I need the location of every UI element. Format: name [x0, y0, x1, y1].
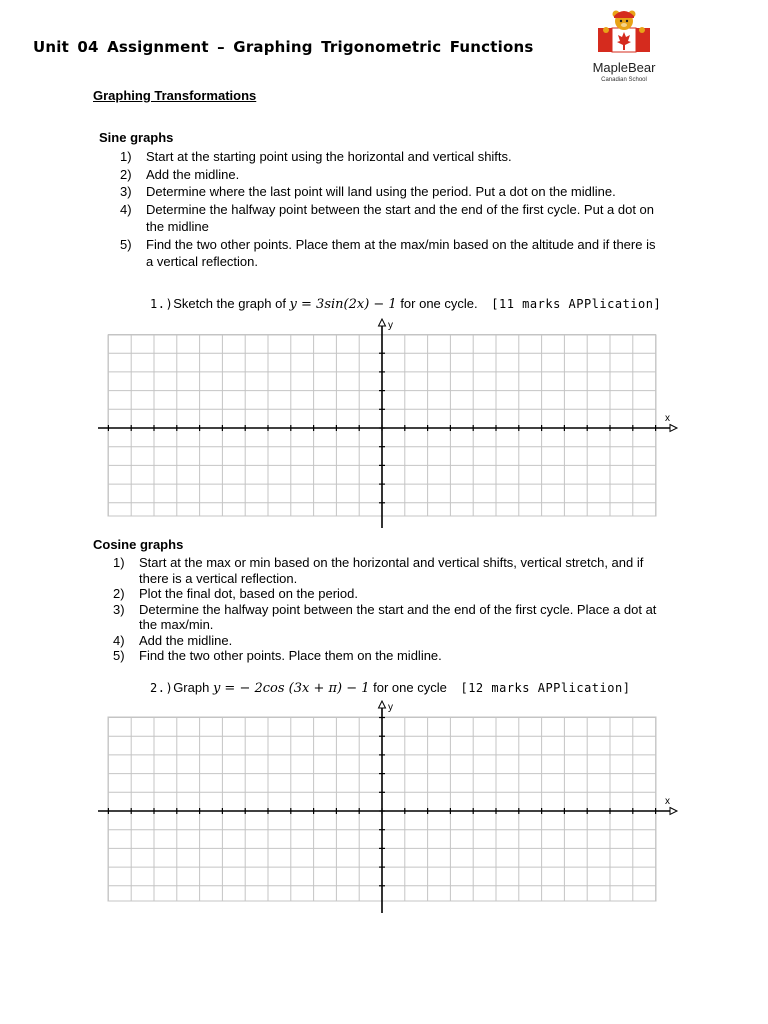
y-axis-label: y — [388, 702, 393, 713]
x-axis-arrow — [670, 808, 677, 815]
sine-steps — [120, 148, 665, 271]
list-item: 2) Plot the final dot, based on the period. — [113, 586, 358, 601]
question-number: 2.) — [150, 681, 174, 695]
x-axis-label: x — [665, 413, 670, 424]
marks-annotation: [12 marks APPlication] — [460, 681, 631, 695]
list-item: 2) Add the midline. — [120, 166, 240, 182]
marks-annotation: [11 marks APPlication] — [491, 297, 662, 311]
list-item: 4) Determine the halfway point between the start and the end of the first cycle. Put a dot on the midline — [120, 201, 655, 234]
page-title: Unit 04 Assignment – Graphing Trigonometric Functions — [33, 38, 534, 56]
sine-heading: Sine graphs — [99, 130, 174, 145]
list-item: 5) Find the two other points. Place them at the max/min based on the altitude and if there is a vertical reflection. — [120, 236, 656, 269]
logo-name: MapleBear — [592, 60, 656, 75]
y-axis-arrow — [379, 701, 386, 708]
maple-bear-icon — [578, 6, 670, 60]
question-number: 1.) — [150, 297, 174, 311]
school-logo — [578, 6, 670, 90]
graph-grid-2[interactable] — [96, 700, 680, 915]
graph-grid-1[interactable] — [96, 318, 680, 530]
x-axis-label: x — [665, 796, 670, 807]
list-item: 3) Determine the halfway point between the start and the end of the first cycle. Place a dot at the max/min. — [113, 601, 657, 632]
list-item: 4) Add the midline. — [113, 632, 233, 648]
cosine-heading: Cosine graphs — [93, 537, 184, 552]
y-axis-label: y — [388, 320, 393, 331]
list-item: 3) Determine where the last point will land using the period. Put a dot on the midline. — [120, 184, 616, 199]
question-2: 2.)Graph y = − 2cos (3x + π) − 1 for one cycle [12 marks APPlication] — [150, 680, 631, 696]
cosine-steps — [113, 555, 673, 664]
section-subheading: Graphing Transformations — [93, 88, 257, 103]
list-item: 1) Start at the starting point using the horizontal and vertical shifts. — [120, 149, 512, 164]
equation: y = − 2cos (3x + π) − 1 — [212, 681, 370, 696]
logo-subtitle: Canadian School — [601, 77, 647, 83]
list-item: 1) Start at the max or min based on the horizontal and vertical shifts, vertical stretch, and if there is a vertical reflection. — [113, 555, 644, 586]
equation: y = 3sin(2x) − 1 — [289, 297, 397, 312]
y-axis-arrow — [379, 319, 386, 326]
list-item: 5) Find the two other points. Place them on the midline. — [113, 648, 442, 663]
x-axis-arrow — [670, 425, 677, 432]
question-1: 1.)Sketch the graph of y = 3sin(2x) − 1 for one cycle. [11 marks APPlication] — [150, 296, 662, 312]
